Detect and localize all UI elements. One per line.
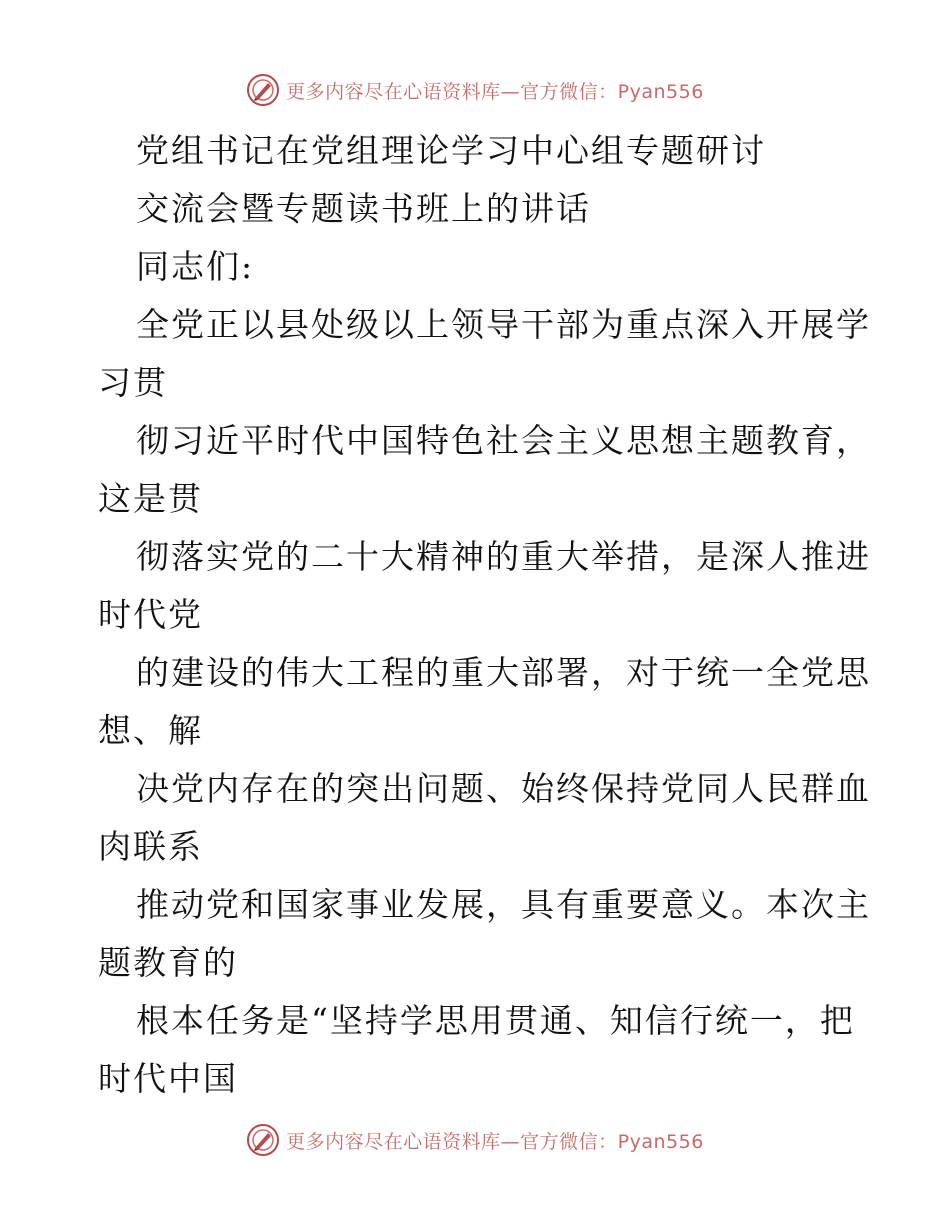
body-line: 想、解: [98, 711, 203, 750]
body-line: 习贯: [98, 363, 168, 402]
pen-logo-icon: [246, 1123, 280, 1157]
document-title-line-2: 交流会暨专题读书班上的讲话: [136, 189, 591, 228]
body-line: 这是贯: [98, 479, 203, 518]
footer-banner: [0, 1120, 950, 1160]
body-line: 彻习近平时代中国特色社会主义思想主题教育，: [136, 421, 871, 460]
document-title-line-1: 党组书记在党组理论学习中心组专题研讨: [136, 131, 766, 170]
body-line: 题教育的: [98, 943, 238, 982]
body-line: 全党正以县处级以上领导干部为重点深入开展学: [136, 305, 871, 344]
body-line: 时代中国: [98, 1059, 238, 1098]
body-line: 的建设的伟大工程的重大部署，对于统一全党思: [136, 653, 871, 692]
body-line: 根本任务是“坚持学思用贯通、知信行统一，把: [136, 1001, 855, 1040]
pen-logo-icon: [246, 73, 280, 107]
document-body: [98, 122, 871, 1108]
header-banner-text: 更多内容尽在心语资料库—官方微信：Pyan556: [286, 80, 704, 103]
greeting: 同志们:: [136, 247, 255, 286]
body-line: 推动党和国家事业发展，具有重要意义。本次主: [136, 885, 871, 924]
body-line: 肉联系: [98, 827, 203, 866]
header-banner: [0, 70, 950, 110]
footer-banner-text: 更多内容尽在心语资料库—官方微信：Pyan556: [286, 1130, 704, 1153]
body-line: 决党内存在的突出问题、始终保持党同人民群血: [136, 769, 871, 808]
body-line: 彻落实党的二十大精神的重大举措，是深人推进: [136, 537, 871, 576]
body-line: 时代党: [98, 595, 203, 634]
